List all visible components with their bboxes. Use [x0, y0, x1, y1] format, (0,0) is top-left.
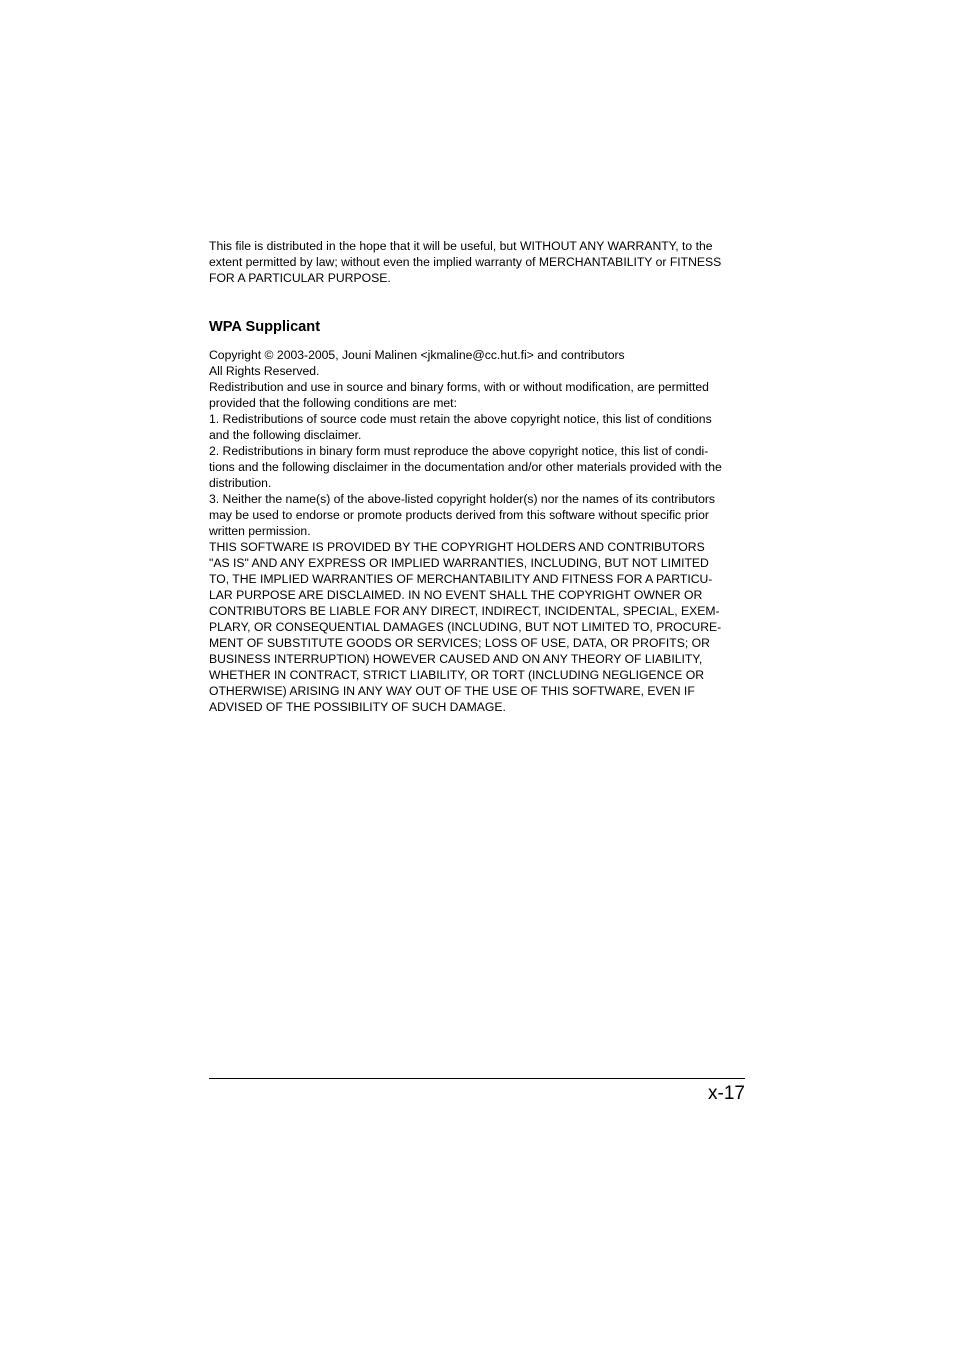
- license-line: 3. Neither the name(s) of the above-listed copyright holder(s) nor the names of its contributors: [209, 492, 716, 506]
- license-line: may be used to endorse or promote products derived from this software without specific prior: [209, 508, 709, 522]
- license-line: and the following disclaimer.: [209, 428, 362, 442]
- license-line: Copyright © 2003-2005, Jouni Malinen <jkmaline@cc.hut.fi> and contributors: [209, 348, 625, 362]
- license-line: OTHERWISE) ARISING IN ANY WAY OUT OF THE USE OF THIS SOFTWARE, EVEN IF: [209, 684, 695, 698]
- license-line: ADVISED OF THE POSSIBILITY OF SUCH DAMAGE.: [209, 700, 506, 714]
- license-line: PLARY, OR CONSEQUENTIAL DAMAGES (INCLUDING, BUT NOT LIMITED TO, PROCURE-: [209, 620, 722, 634]
- license-line: THIS SOFTWARE IS PROVIDED BY THE COPYRIGHT HOLDERS AND CONTRIBUTORS: [209, 540, 705, 554]
- license-line: BUSINESS INTERRUPTION) HOWEVER CAUSED AND ON ANY THEORY OF LIABILITY,: [209, 652, 703, 666]
- license-line: 1. Redistributions of source code must retain the above copyright notice, this list of conditions: [209, 412, 712, 426]
- license-line: MENT OF SUBSTITUTE GOODS OR SERVICES; LOSS OF USE, DATA, OR PROFITS; OR: [209, 636, 710, 650]
- license-line: written permission.: [209, 524, 311, 538]
- license-text: [209, 347, 749, 715]
- page-content: [209, 238, 749, 714]
- license-line: WHETHER IN CONTRACT, STRICT LIABILITY, OR TORT (INCLUDING NEGLIGENCE OR: [209, 668, 705, 682]
- license-line: All Rights Reserved.: [209, 364, 320, 378]
- license-line: "AS IS" AND ANY EXPRESS OR IMPLIED WARRANTIES, INCLUDING, BUT NOT LIMITED: [209, 556, 709, 570]
- license-line: Redistribution and use in source and binary forms, with or without modification, are permitted: [209, 380, 709, 394]
- license-line: LAR PURPOSE ARE DISCLAIMED. IN NO EVENT SHALL THE COPYRIGHT OWNER OR: [209, 588, 703, 602]
- footer-rule: [209, 1078, 745, 1079]
- license-line: distribution.: [209, 476, 272, 490]
- warranty-line: This file is distributed in the hope that it will be useful, but WITHOUT ANY WARRANTY, to the: [209, 239, 713, 253]
- license-line: 2. Redistributions in binary form must reproduce the above copyright notice, this list of condi-: [209, 444, 709, 458]
- warranty-line: extent permitted by law; without even the implied warranty of MERCHANTABILITY or FITNESS: [209, 255, 722, 269]
- section-heading: WPA Supplicant: [209, 319, 321, 335]
- warranty-paragraph: [209, 238, 749, 286]
- license-line: tions and the following disclaimer in the documentation and/or other materials provided with the: [209, 460, 722, 474]
- page-number: x-17: [708, 1083, 745, 1104]
- license-line: TO, THE IMPLIED WARRANTIES OF MERCHANTABILITY AND FITNESS FOR A PARTICU-: [209, 572, 713, 586]
- license-line: CONTRIBUTORS BE LIABLE FOR ANY DIRECT, INDIRECT, INCIDENTAL, SPECIAL, EXEM-: [209, 604, 720, 618]
- license-line: provided that the following conditions are met:: [209, 396, 457, 410]
- warranty-line: FOR A PARTICULAR PURPOSE.: [209, 271, 391, 285]
